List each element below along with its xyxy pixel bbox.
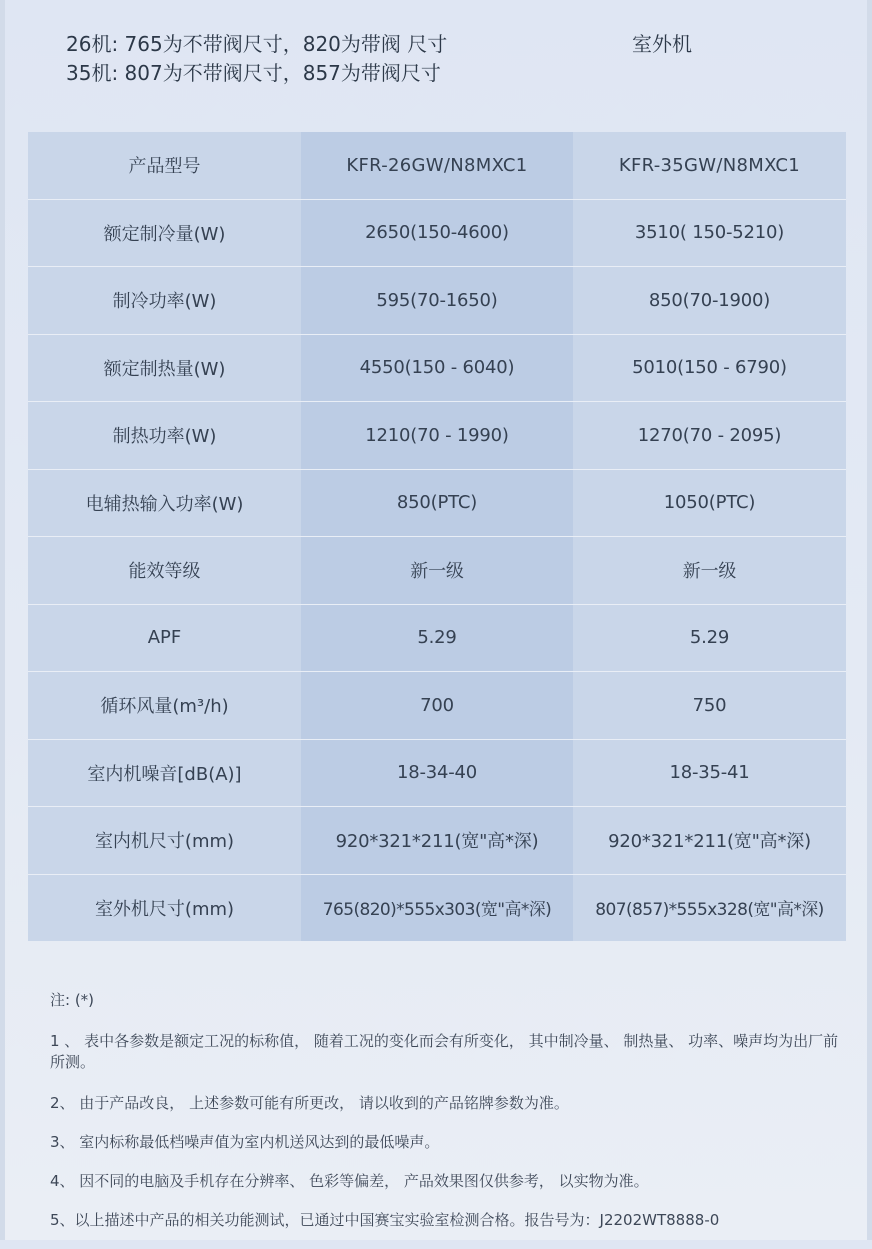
row-label: APF	[28, 604, 301, 672]
model-35-value: 5.29	[573, 604, 846, 672]
model-26-value: 700	[301, 672, 573, 740]
table-row	[28, 132, 846, 199]
size-note-35: 35机: 807为不带阀尺寸，857为带阀尺寸	[66, 61, 441, 85]
row-label: 循环风量(m³/h)	[28, 672, 301, 740]
model-26-value: 920*321*211(宽"高*深)	[301, 807, 573, 875]
note-item-1: 1 、 表中各参数是额定工况的标称值， 随着工况的变化而会有所变化， 其中制冷量、 制热量、 功率、噪声均为出厂前所测。	[50, 1032, 839, 1071]
table-row	[28, 739, 846, 807]
table-row	[28, 199, 846, 267]
model-35-value: 1050(PTC)	[573, 469, 846, 537]
row-label: 产品型号	[28, 132, 301, 199]
row-label: 室内机噪音[dB(A)]	[28, 739, 301, 807]
note-item-2: 2、 由于产品改良， 上述参数可能有所更改， 请以收到的产品铭牌参数为准。	[50, 1094, 569, 1112]
table-row	[28, 807, 846, 875]
footnotes	[50, 990, 850, 1249]
note-item-3: 3、 室内标称最低档噪声值为室内机送风达到的最低噪声。	[50, 1133, 440, 1151]
model-26-value: 1210(70 - 1990)	[301, 402, 573, 470]
model-35-value: 18-35-41	[573, 739, 846, 807]
model-26-value: 18-34-40	[301, 739, 573, 807]
model-26-value: 595(70-1650)	[301, 267, 573, 335]
frame-edge-left	[0, 0, 5, 1240]
model-26-value: 850(PTC)	[301, 469, 573, 537]
model-35-value: 850(70-1900)	[573, 267, 846, 335]
table-row	[28, 469, 846, 537]
model-26-value: KFR-26GW/N8MXC1	[301, 132, 573, 199]
table-row	[28, 537, 846, 605]
model-35-value: 750	[573, 672, 846, 740]
row-label: 室内机尺寸(mm)	[28, 807, 301, 875]
note-item-5: 5、以上描述中产品的相关功能测试，已通过中国赛宝实验室检测合格。报告号为：J2202WT8888-0	[50, 1211, 720, 1229]
row-label: 能效等级	[28, 537, 301, 605]
model-26-value: 765(820)*555x303(宽"高*深)	[301, 874, 573, 941]
model-35-value: 807(857)*555x328(宽"高*深)	[573, 874, 846, 941]
outdoor-unit-title: 室外机	[632, 32, 692, 56]
table-row	[28, 672, 846, 740]
table-row	[28, 334, 846, 402]
table-row	[28, 604, 846, 672]
row-label: 电辅热输入功率(W)	[28, 469, 301, 537]
row-label: 制热功率(W)	[28, 402, 301, 470]
model-26-value: 新一级	[301, 537, 573, 605]
spec-table	[28, 132, 846, 941]
notes-heading: 注: (*)	[50, 991, 95, 1009]
model-35-value: 新一级	[573, 537, 846, 605]
table-row	[28, 402, 846, 470]
model-26-value: 5.29	[301, 604, 573, 672]
model-35-value: 920*321*211(宽"高*深)	[573, 807, 846, 875]
model-35-value: 5010(150 - 6790)	[573, 334, 846, 402]
model-26-value: 4550(150 - 6040)	[301, 334, 573, 402]
note-item-4: 4、 因不同的电脑及手机存在分辨率、 色彩等偏差， 产品效果图仅供参考， 以实物为准。	[50, 1172, 649, 1190]
table-row	[28, 267, 846, 335]
model-35-value: KFR-35GW/N8MXC1	[573, 132, 846, 199]
row-label: 额定制冷量(W)	[28, 199, 301, 267]
model-35-value: 3510( 150-5210)	[573, 199, 846, 267]
model-26-value: 2650(150-4600)	[301, 199, 573, 267]
size-note-26: 26机: 765为不带阀尺寸，820为带阀 尺寸	[66, 32, 448, 56]
model-35-value: 1270(70 - 2095)	[573, 402, 846, 470]
table-row	[28, 874, 846, 941]
row-label: 额定制热量(W)	[28, 334, 301, 402]
size-notes	[66, 30, 447, 88]
row-label: 室外机尺寸(mm)	[28, 874, 301, 941]
row-label: 制冷功率(W)	[28, 267, 301, 335]
frame-edge-right	[867, 0, 872, 1240]
